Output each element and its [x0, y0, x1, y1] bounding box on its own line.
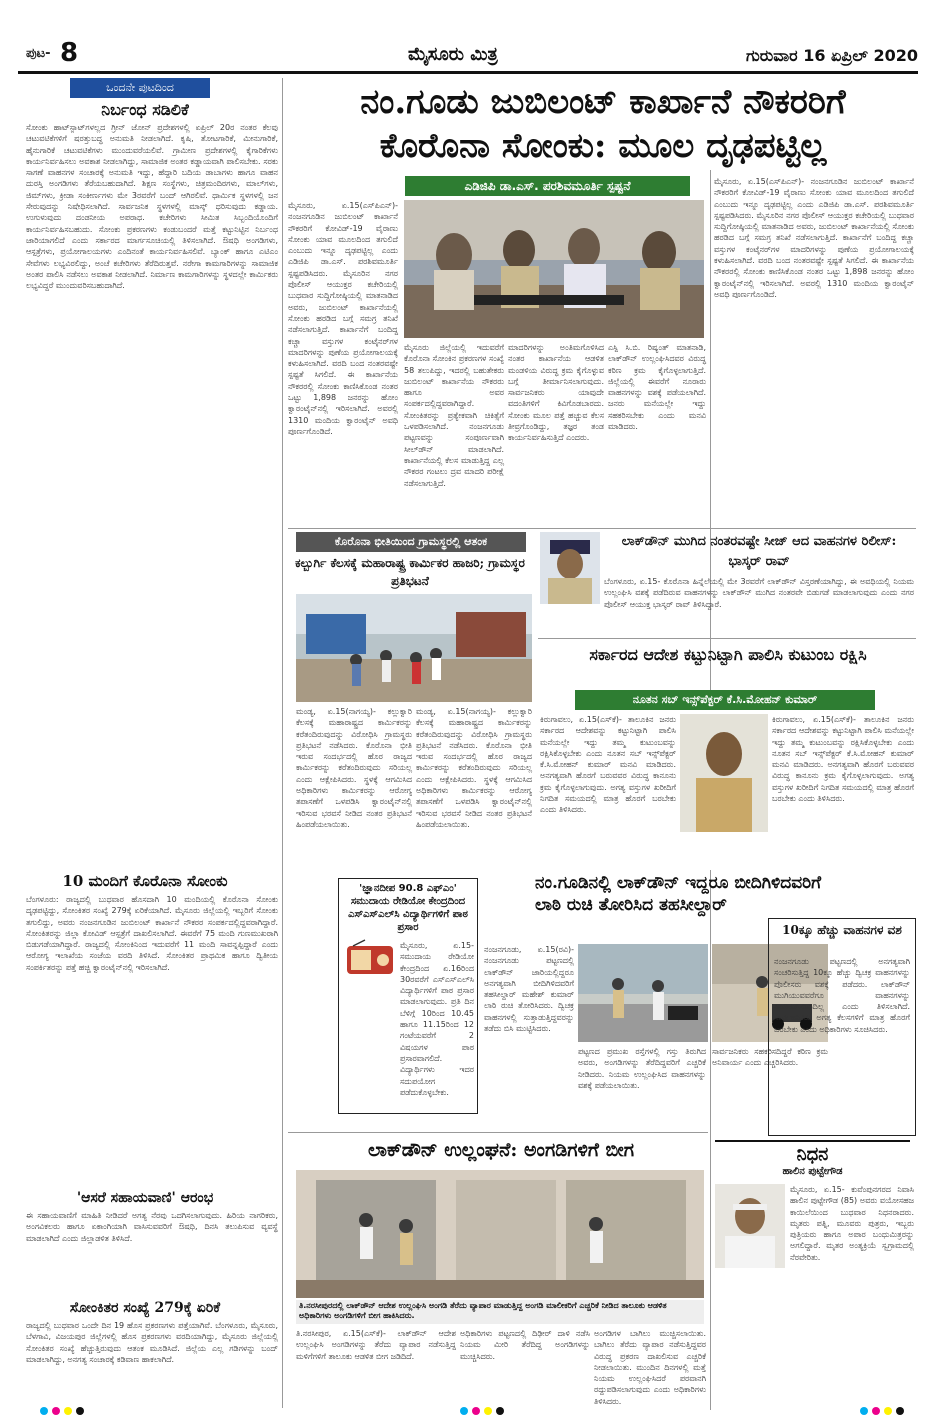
story-body: ಮೈಸೂರು, ಏ.15(ಎಸ್‌ಪಿಎನ್)- ನಂಜನಗೂಡಿನ ಜುಬಿಲಂಟ್ ಕಾರ್ಖಾನೆ ನೌಕರರಿಗೆ ಕೋವಿಡ್-19 ವೈರಾಣು ಸೋಂಕು ಯಾವ ಮೂಲದಿಂದ ತಗುಲಿದೆ ಎಂಬುದು ಇನ್ನೂ ದೃಢಪಟ್ಟಿಲ್ಲ ಎಂದು ಎಡಿಜಿಪಿ ಡಾ.ಎಸ್. ಪರಶಿವಮೂರ್ತಿ ಸ್ಪಷ್ಟಪಡಿಸಿದರು. ಮೈಸೂರಿನ ನಗರ ಪೊಲೀಸ್ ಆಯುಕ್ತರ ಕಚೇರಿಯಲ್ಲಿ ಬುಧವಾರ ಸುದ್ದಿಗೋಷ್ಠಿಯಲ್ಲಿ ಮಾತನಾಡಿದ ಅವರು, ಜುಬಿಲಂಟ್ ಕಾರ್ಖಾನೆಯಲ್ಲಿ ಸೋಂಕು ಹರಡಿದ ಬಗ್ಗೆ ಸಮಗ್ರ ತನಿಖೆ ನಡೆಸಲಾಗುತ್ತಿದೆ. ಕಾರ್ಖಾನೆಗೆ ಬಂದಿದ್ದ ಕಚ್ಚಾ ವಸ್ತುಗಳ ಕಂಟೈನರ್‌ಗಳ ಮಾದರಿಗಳನ್ನು ಪುಣೆಯ ಪ್ರಯೋಗಾಲಯಕ್ಕೆ ಕಳುಹಿಸಲಾಗಿದೆ. ವರದಿ ಬಂದ ನಂತರವಷ್ಟೇ ಸ್ಪಷ್ಟತೆ ಸಿಗಲಿದೆ. ಈ ಕಾರ್ಖಾನೆಯ ನೌಕರರಲ್ಲಿ ಸೋಂಕು ಕಾಣಿಸಿಕೊಂಡ ನಂತರ ಒಟ್ಟು 1,898 ಜನರನ್ನು ಹೋಂ ಕ್ವಾರಂಟೈನ್‌ನಲ್ಲಿ ಇರಿಸಲಾಗಿದೆ. ಅವರಲ್ಲಿ 1310 ಮಂದಿಯ ಕ್ವಾರಂಟೈನ್ ಅವಧಿ ಪೂರ್ಣಗೊಂಡಿದೆ. [714, 177, 914, 299]
story-tag: ನೂತನ ಸಬ್ ಇನ್ಸ್‌ಪೆಕ್ಟರ್ ಕೆ.ಸಿ.ಮೋಹನ್ ಕುಮಾರ್ [575, 690, 875, 710]
obituary-heading: ನಿಧನ [715, 1140, 910, 1165]
story-headline: ಸೋಂಕಿತರ ಸಂಖ್ಯೆ 279ಕ್ಕೆ ಏರಿಕೆ [69, 1300, 221, 1316]
column-divider [282, 78, 283, 1408]
story-body: ಬೆಂಗಳೂರು: ರಾಜ್ಯದಲ್ಲಿ ಬುಧವಾರ ಹೊಸದಾಗಿ 10 ಮಂದಿಯಲ್ಲಿ ಕೊರೊನಾ ಸೋಂಕು ದೃಢಪಟ್ಟಿದ್ದು, ಸೋಂಕಿತರ ಸಂಖ್ಯೆ 279ಕ್ಕೆ ಏರಿಕೆಯಾಗಿದೆ. ಮೈಸೂರು ಜಿಲ್ಲೆಯಲ್ಲಿ ಇಬ್ಬರಿಗೆ ಸೋಂಕು ತಗುಲಿದ್ದು, ಅವರು ನಂಜನಗೂಡಿನ ಜುಬಿಲಂಟ್ ಕಾರ್ಖಾನೆ ನೌಕರರ ಸಂಪರ್ಕದಲ್ಲಿದ್ದವರಾಗಿದ್ದಾರೆ. ಸೋಂಕಿತರನ್ನು ಜಿಲ್ಲಾ ಕೋವಿಡ್ ಆಸ್ಪತ್ರೆಗೆ ದಾಖಲಿಸಲಾಗಿದೆ. ಈವರೆಗೆ 75 ಮಂದಿ ಗುಣಮುಖರಾಗಿ ಬಿಡುಗಡೆಯಾಗಿದ್ದಾರೆ. ರಾಜ್ಯದಲ್ಲಿ ಸೋಂಕಿನಿಂದ ಇದುವರೆಗೆ 11 ಮಂದಿ ಸಾವನ್ನಪ್ಪಿದ್ದಾರೆ ಎಂದು ಆರೋಗ್ಯ ಇಲಾಖೆಯ ಸಂಜೆಯ ವರದಿ ತಿಳಿಸಿದೆ. ಸೋಂಕಿತರ ಪ್ರಾಥಮಿಕ ಹಾಗೂ ದ್ವಿತೀಯ ಸಂಪರ್ಕಿತರನ್ನು ಪತ್ತೆ ಹಚ್ಚಿ ಕ್ವಾರಂಟೈನ್‌ನಲ್ಲಿ ಇರಿಸಲಾಗಿದೆ. [26, 895, 278, 972]
page-number: 8 [60, 38, 79, 68]
obituary-body: ಮೈಸೂರು, ಏ.15- ಕುವೆಂಪುನಗರದ ನಿವಾಸಿ ಹಾಲಿನ ಪುಟ್ಟೇಗೌಡ (85) ಅವರು ವಯೋಸಹಜ ಕಾಯಿಲೆಯಿಂದ ಬುಧವಾರ ನಿಧನರಾದರು. ಮೃತರು ಪತ್ನಿ, ಮೂವರು ಪುತ್ರರು, ಇಬ್ಬರು ಪುತ್ರಿಯರು ಹಾಗೂ ಅಪಾರ ಬಂಧುಮಿತ್ರರನ್ನು ಅಗಲಿದ್ದಾರೆ. ಮೃತರ ಅಂತ್ಯಕ್ರಿಯೆ ಸ್ವಗ್ರಾಮದಲ್ಲಿ ನೆರವೇರಿತು. [790, 1185, 914, 1262]
protest-photo [296, 594, 532, 702]
story-body: ಮೈಸೂರು, ಏ.15(ಎಸ್‌ಪಿಎನ್)- ನಂಜನಗೂಡಿನ ಜುಬಿಲಂಟ್ ಕಾರ್ಖಾನೆ ನೌಕರರಿಗೆ ಕೋವಿಡ್-19 ವೈರಾಣು ಸೋಂಕು ಯಾವ ಮೂಲದಿಂದ ತಗುಲಿದೆ ಎಂಬುದು ಇನ್ನೂ ದೃಢಪಟ್ಟಿಲ್ಲ ಎಂದು ಎಡಿಜಿಪಿ ಡಾ.ಎಸ್. ಪರಶಿವಮೂರ್ತಿ ಸ್ಪಷ್ಟಪಡಿಸಿದರು. ಮೈಸೂರಿನ ನಗರ ಪೊಲೀಸ್ ಆಯುಕ್ತರ ಕಚೇರಿಯಲ್ಲಿ ಬುಧವಾರ ಸುದ್ದಿಗೋಷ್ಠಿಯಲ್ಲಿ ಮಾತನಾಡಿದ ಅವರು, ಜುಬಿಲಂಟ್ ಕಾರ್ಖಾನೆಯಲ್ಲಿ ಸೋಂಕು ಹರಡಿದ ಬಗ್ಗೆ ಸಮಗ್ರ ತನಿಖೆ ನಡೆಸಲಾಗುತ್ತಿದೆ. ಕಾರ್ಖಾನೆಗೆ ಬಂದಿದ್ದ ಕಚ್ಚಾ ವಸ್ತುಗಳ ಕಂಟೈನರ್‌ಗಳ ಮಾದರಿಗಳನ್ನು ಪುಣೆಯ ಪ್ರಯೋಗಾಲಯಕ್ಕೆ ಕಳುಹಿಸಲಾಗಿದೆ. ವರದಿ ಬಂದ ನಂತರವಷ್ಟೇ ಸ್ಪಷ್ಟತೆ ಸಿಗಲಿದೆ. ಈ ಕಾರ್ಖಾನೆಯ ನೌಕರರಲ್ಲಿ ಸೋಂಕು ಕಾಣಿಸಿಕೊಂಡ ನಂತರ ಒಟ್ಟು 1,898 ಜನರನ್ನು ಹೋಂ ಕ್ವಾರಂಟೈನ್‌ನಲ್ಲಿ ಇರಿಸಲಾಗಿದೆ. ಅವರಲ್ಲಿ 1310 ಮಂದಿಯ ಕ್ವಾರಂಟೈನ್ ಅವಧಿ ಪೂರ್ಣಗೊಂಡಿದೆ. [288, 201, 398, 436]
story-body: ಅಧಿಕಾರಿಗಳು ಪಟ್ಟಣದಲ್ಲಿ ದಿಢೀರ್ ದಾಳಿ ನಡೆಸಿ ನಿಯಮ ಮೀರಿ ತೆರೆದಿದ್ದ ಅಂಗಡಿಗಳನ್ನು ಮುಚ್ಚಿಸಿದರು. [460, 1329, 590, 1361]
story-body: ಮಂಡ್ಯ, ಏ.15(ನಾಗಯ್ಯ)- ಕಲ್ಲುಕ್ವಾರಿ ಕೆಲಸಕ್ಕೆ ಮಹಾರಾಷ್ಟ್ರದ ಕಾರ್ಮಿಕರನ್ನು ಕರೆತಂದಿರುವುದನ್ನು ವಿರೋಧಿಸಿ ಗ್ರಾಮಸ್ಥರು ಪ್ರತಿಭಟನೆ ನಡೆಸಿದರು. ಕೊರೊನಾ ಭೀತಿ ಇರುವ ಸಂದರ್ಭದಲ್ಲಿ ಹೊರ ರಾಜ್ಯದ ಕಾರ್ಮಿಕರನ್ನು ಕರೆತಂದಿರುವುದು ಸರಿಯಲ್ಲ ಎಂದು ಆಕ್ಷೇಪಿಸಿದರು. ಸ್ಥಳಕ್ಕೆ ಆಗಮಿಸಿದ ಅಧಿಕಾರಿಗಳು ಕಾರ್ಮಿಕರನ್ನು ಆರೋಗ್ಯ ತಪಾಸಣೆಗೆ ಒಳಪಡಿಸಿ ಕ್ವಾರಂಟೈನ್‌ನಲ್ಲಿ ಇರಿಸುವ ಭರವಸೆ ನೀಡಿದ ನಂತರ ಪ್ರತಿಭಟನೆ ಹಿಂಪಡೆಯಲಾಯಿತು. [416, 707, 532, 829]
story-body: ನಂಜನಗೂಡು, ಏ.15(ರವಿ)- ನಂಜನಗೂಡು ಪಟ್ಟಣದಲ್ಲಿ ಲಾಕ್‌ಡೌನ್ ಜಾರಿಯಲ್ಲಿದ್ದರೂ ಅನಗತ್ಯವಾಗಿ ಬೀದಿಗಿಳಿದವರಿಗೆ ತಹಸೀಲ್ದಾರ್ ಮಹೇಶ್ ಕುಮಾರ್ ಲಾಠಿ ರುಚಿ ತೋರಿಸಿದರು. ದ್ವಿಚಕ್ರ ವಾಹನಗಳಲ್ಲಿ ಸುತ್ತಾಡುತ್ತಿದ್ದವರನ್ನು ತಡೆದು ಬಿಸಿ ಮುಟ್ಟಿಸಿದರು. [484, 945, 574, 1034]
story-body: ಪಟ್ಟಣದ ಪ್ರಮುಖ ರಸ್ತೆಗಳಲ್ಲಿ ಗಸ್ತು ತಿರುಗಿದ ಅವರು, ಅಂಗಡಿಗಳನ್ನು ತೆರೆದಿದ್ದವರಿಗೆ ಎಚ್ಚರಿಕೆ ನೀಡಿದರು. ನಿಯಮ ಉಲ್ಲಂಘಿಸಿದ ವಾಹನಗಳನ್ನು ವಶಕ್ಕೆ ಪಡೆಯಲಾಯಿತು. [578, 1047, 706, 1090]
headline-subtitle: ಎಡಿಜಿಪಿ ಡಾ.ಎಸ್. ಪರಶಿವಮೂರ್ತಿ ಸ್ಪಷ್ಟನೆ [405, 176, 690, 196]
shop-closure-photo [296, 1170, 704, 1298]
story-body: ತಿ.ನರಸೀಪುರ, ಏ.15(ಎಸ್‌ಕೆ)- ಲಾಕ್‌ಡೌನ್ ಆದೇಶ ಉಲ್ಲಂಘಿಸಿ ಅಂಗಡಿಗಳನ್ನು ತೆರೆದು ವ್ಯಾಪಾರ ನಡೆಸುತ್ತಿದ್ದ ಮಳಿಗೆಗಳಿಗೆ ತಾಲೂಕು ಆಡಳಿತ ಬೀಗ ಜಡಿದಿದೆ. [296, 1329, 456, 1361]
story-body: ಮಾದರಿಗಳನ್ನು ಅಂತಿಮಗೊಳಿಸಿದ ನಂತರ ಕಾರ್ಖಾನೆಯ ಆಡಳಿತ ಮಂಡಳಿಯ ವಿರುದ್ಧ ಕ್ರಮ ಕೈಗೊಳ್ಳುವ ಬಗ್ಗೆ ತೀರ್ಮಾನಿಸಲಾಗುವುದು. ಸಾರ್ವಜನಿಕರು ಯಾವುದೇ ವದಂತಿಗಳಿಗೆ ಕಿವಿಗೊಡಬಾರದು. ಸೋಂಕು ಮೂಲ ಪತ್ತೆ ಹಚ್ಚುವ ಕೆಲಸ ತೀವ್ರಗೊಂಡಿದ್ದು, ತಜ್ಞರ ತಂಡ ಕಾರ್ಯನಿರ್ವಹಿಸುತ್ತಿದೆ ಎಂದರು. [508, 343, 604, 443]
paper-name: ಮೈಸೂರು ಮಿತ್ರ [408, 44, 498, 65]
page-number-label [26, 38, 79, 68]
column-divider [710, 870, 711, 1410]
main-headline-line: ನಂ.ಗೂಡಿನಲ್ಲಿ ಲಾಕ್‌ಡೌನ್ ಇದ್ದರೂ ಬೀದಿಗಿಳಿದವರಿಗೆ [535, 873, 822, 893]
obituary-photo [715, 1184, 785, 1268]
section-divider [288, 1132, 708, 1133]
main-headline-line2: ಕೊರೊನಾ ಸೋಂಕು: ಮೂಲ ದೃಢಪಟ್ಟಿಲ್ಲ [379, 126, 827, 166]
story-headline: 10 ಮಂದಿಗೆ ಕೊರೊನಾ ಸೋಂಕು [62, 872, 228, 890]
issue-date: ಗುರುವಾರ 16 ಏಪ್ರಿಲ್ 2020 [745, 46, 918, 65]
story-body: ಮೈಸೂರು, ಏ.15- ಸಮುದಾಯ ರೇಡಿಯೋ ಕೇಂದ್ರದಿಂದ ಏ.16ರಿಂದ 30ರವರೆಗೆ ಎಸ್‌ಎಸ್‌ಎಲ್‌ಸಿ ವಿದ್ಯಾರ್ಥಿಗಳಿಗೆ ಪಾಠ ಪ್ರಸಾರ ಮಾಡಲಾಗುವುದು. ಪ್ರತಿ ದಿನ ಬೆಳಿಗ್ಗೆ 10ರಿಂದ 10.45 ಹಾಗೂ 11.15ರಿಂದ 12 ಗಂಟೆಯವರೆಗೆ 2 ವಿಷಯಗಳ ಪಾಠ ಪ್ರಸಾರವಾಗಲಿದೆ. ವಿದ್ಯಾರ್ಥಿಗಳು ಇದರ ಸದುಪಯೋಗ ಪಡೆದುಕೊಳ್ಳಬೇಕು. [400, 941, 474, 1097]
story-headline: ಕಲ್ಬುರ್ಗಿ ಕೆಲಸಕ್ಕೆ ಮಹಾರಾಷ್ಟ್ರ ಕಾರ್ಮಿಕರ ಹಾಜರಿ; ಗ್ರಾಮಸ್ಥರ ಪ್ರತಿಭಟನೆ [295, 556, 525, 588]
story-body: ನಂಜನಗೂಡು ಪಟ್ಟಣದಲ್ಲಿ ಅನಗತ್ಯವಾಗಿ ಸಂಚರಿಸುತ್ತಿದ್ದ 10ಕ್ಕೂ ಹೆಚ್ಚು ದ್ವಿಚಕ್ರ ವಾಹನಗಳನ್ನು ಪೊಲೀಸರು ವಶಕ್ಕೆ ಪಡೆದರು. ಲಾಕ್‌ಡೌನ್ ಮುಗಿಯುವವರೆಗೂ ವಾಹನಗಳನ್ನು ಹಿಂದಿರುಗಿಸುವುದಿಲ್ಲ ಎಂದು ತಿಳಿಸಲಾಗಿದೆ. ಸಾರ್ವಜನಿಕರು ಅಗತ್ಯ ಕೆಲಸಗಳಿಗೆ ಮಾತ್ರ ಹೊರಗೆ ಬರಬೇಕು ಎಂದು ಅಧಿಕಾರಿಗಳು ಸೂಚಿಸಿದರು. [774, 957, 910, 1034]
main-headline-line: ಲಾಠಿ ರುಚಿ ತೋರಿಸಿದ ತಹಸೀಲ್ದಾರ್ [535, 895, 727, 915]
page-label: ಪುಟ- [26, 46, 51, 61]
story-body: ಅಂಗಡಿಗಳ ಬಾಗಿಲು ಮುಚ್ಚಿಸಲಾಯಿತು. ಬಾಗಿಲು ತೆರೆದು ವ್ಯಾಪಾರ ನಡೆಸುತ್ತಿದ್ದವರ ವಿರುದ್ಧ ಪ್ರಕರಣ ದಾಖಲಿಸುವ ಎಚ್ಚರಿಕೆ ನೀಡಲಾಯಿತು. ಮುಂದಿನ ದಿನಗಳಲ್ಲಿ ಮತ್ತೆ ನಿಯಮ ಉಲ್ಲಂಘಿಸಿದರೆ ಪರವಾನಗಿ ರದ್ದುಪಡಿಸಲಾಗುವುದು ಎಂದು ಅಧಿಕಾರಿಗಳು ತಿಳಿಸಿದರು. [594, 1329, 706, 1406]
story-headline: 'ಆಸರೆ ಸಹಾಯವಾಣಿ' ಆರಂಭ [76, 1190, 214, 1206]
main-headline-line1: ನಂ.ಗೂಡು ಜುಬಿಲಂಟ್ ಕಾರ್ಖಾನೆ ನೌಕರರಿಗೆ [360, 82, 846, 122]
radio-icon [345, 940, 395, 976]
story-body: ಈ ಸಹಾಯವಾಣಿಗೆ ಮಾಹಿತಿ ನೀಡಿದರೆ ಅಗತ್ಯ ನೆರವು ಒದಗಿಸಲಾಗುವುದು. ಹಿರಿಯ ನಾಗರಿಕರು, ಅಂಗವಿಕಲರು ಹಾಗೂ ಏಕಾಂಗಿಯಾಗಿ ವಾಸಿಸುವವರಿಗೆ ಔಷಧಿ, ದಿನಸಿ ತಲುಪಿಸುವ ವ್ಯವಸ್ಥೆ ಮಾಡಲಾಗಿದೆ ಎಂದು ಜಿಲ್ಲಾಡಳಿತ ತಿಳಿಸಿದೆ. [26, 1211, 278, 1243]
story-body: ಮೈಸೂರು ಜಿಲ್ಲೆಯಲ್ಲಿ ಇದುವರೆಗೆ ಕೊರೊನಾ ಸೋಂಕಿನ ಪ್ರಕರಣಗಳ ಸಂಖ್ಯೆ 58 ತಲುಪಿದ್ದು, ಇದರಲ್ಲಿ ಬಹುತೇಕರು ಜುಬಿಲಂಟ್ ಕಾರ್ಖಾನೆಯ ನೌಕರರು ಹಾಗೂ ಅವರ ಸಂಪರ್ಕದಲ್ಲಿದ್ದವರಾಗಿದ್ದಾರೆ. ಸೋಂಕಿತರನ್ನು ಪ್ರತ್ಯೇಕವಾಗಿ ಚಿಕಿತ್ಸೆಗೆ ಒಳಪಡಿಸಲಾಗಿದೆ. ನಂಜನಗೂಡು ಪಟ್ಟಣವನ್ನು ಸಂಪೂರ್ಣವಾಗಿ ಸೀಲ್‌ಡೌನ್ ಮಾಡಲಾಗಿದೆ. ಕಾರ್ಖಾನೆಯಲ್ಲಿ ಕೆಲಸ ಮಾಡುತ್ತಿದ್ದ ಎಲ್ಲ ನೌಕರರ ಗಂಟಲು ದ್ರವ ಮಾದರಿ ಪರೀಕ್ಷೆ ನಡೆಸಲಾಗುತ್ತಿದೆ. [404, 343, 504, 488]
story-body: ಬೆಂಗಳೂರು, ಏ.15- ಕೊರೊನಾ ಹಿನ್ನೆಲೆಯಲ್ಲಿ ಮೇ 3ರವರೆಗೆ ಲಾಕ್‌ಡೌನ್ ವಿಸ್ತರಣೆಯಾಗಿದ್ದು, ಈ ಅವಧಿಯಲ್ಲಿ ನಿಯಮ ಉಲ್ಲಂಘಿಸಿ ವಶಕ್ಕೆ ಪಡೆದಿರುವ ವಾಹನಗಳನ್ನು ಲಾಕ್‌ಡೌನ್ ಮುಗಿದ ನಂತರವೇ ಬಿಡುಗಡೆ ಮಾಡಲಾಗುವುದು ಎಂದು ನಗರ ಪೊಲೀಸ್ ಆಯುಕ್ತ ಭಾಸ್ಕರ್ ರಾವ್ ತಿಳಿಸಿದ್ದಾರೆ. [604, 577, 914, 609]
story-headline: ಲಾಕ್‌ಡೌನ್ ಮುಗಿದ ನಂತರವಷ್ಟೇ ಸೀಜ್ ಆದ ವಾಹನಗಳ ರಿಲೀಸ್: ಭಾಸ್ಕರ್ ರಾವ್ [621, 534, 897, 569]
section-divider [288, 528, 916, 529]
story-tag: ಕೊರೊನಾ ಭೀತಿಯಿಂದ ಗ್ರಾಮಸ್ಥರಲ್ಲಿ ಆತಂಕ [296, 532, 526, 552]
registration-marks [40, 1400, 88, 1408]
photo-caption: ತಿ.ನರಸೀಪುರದಲ್ಲಿ ಲಾಕ್‌ಡೌನ್ ಆದೇಶ ಉಲ್ಲಂಘಿಸಿ ಅಂಗಡಿ ತೆರೆದು ವ್ಯಾಪಾರ ಮಾಡುತ್ತಿದ್ದ ಅಂಗಡಿ ಮಾಲೀಕರಿಗೆ ಎಚ್ಚರಿಕೆ ನೀಡಿದ ತಾಲೂಕು ಆಡಳಿತ ಅಧಿಕಾರಿಗಳು ಅಂಗಡಿಗಳಿಗೆ ಬೀಗ ಹಾಕಿಸಿದರು. [296, 1300, 704, 1324]
sub-inspector-photo [680, 714, 768, 832]
registration-marks [460, 1400, 508, 1408]
section-divider [538, 638, 916, 639]
story-body: ಎಸ್ಪಿ ಸಿ.ಬಿ. ರಿಷ್ಯಂತ್ ಮಾತನಾಡಿ, ಲಾಕ್‌ಡೌನ್ ಉಲ್ಲಂಘಿಸಿದವರ ವಿರುದ್ಧ ಕಠಿಣ ಕ್ರಮ ಕೈಗೊಳ್ಳಲಾಗುತ್ತಿದೆ. ಜಿಲ್ಲೆಯಲ್ಲಿ ಈವರೆಗೆ ನೂರಾರು ವಾಹನಗಳನ್ನು ವಶಕ್ಕೆ ಪಡೆಯಲಾಗಿದೆ. ಜನರು ಮನೆಯಲ್ಲೇ ಇದ್ದು ಸಹಕರಿಸಬೇಕು ಎಂದು ಮನವಿ ಮಾಡಿದರು. [608, 343, 706, 432]
commissioner-photo [540, 532, 600, 604]
story-body: ಸೋಂಕು ಹಾಟ್‌ಸ್ಪಾಟ್‌ಗಳಲ್ಲದ ಗ್ರೀನ್ ಜೋನ್ ಪ್ರದೇಶಗಳಲ್ಲಿ ಏಪ್ರಿಲ್ 20ರ ನಂತರ ಕೆಲವು ಚಟುವಟಿಕೆಗಳಿಗೆ ಷರತ್ತುಬದ್ಧ ಅನುಮತಿ ನೀಡಲಾಗಿದೆ. ಕೃಷಿ, ತೋಟಗಾರಿಕೆ, ಮೀನುಗಾರಿಕೆ, ಹೈನುಗಾರಿಕೆ ಚಟುವಟಿಕೆಗಳು ಮುಂದುವರೆಯಲಿವೆ. ಗ್ರಾಮೀಣ ಪ್ರದೇಶಗಳಲ್ಲಿ ಕೈಗಾರಿಕೆಗಳು ಕಾರ್ಯನಿರ್ವಹಿಸಲು ಅವಕಾಶ ನೀಡಲಾಗಿದ್ದು, ಸಾಮಾಜಿಕ ಅಂತರ ಕಡ್ಡಾಯವಾಗಿ ಪಾಲಿಸಬೇಕು. ಸರಕು ಸಾಗಣೆ ವಾಹನಗಳ ಸಂಚಾರಕ್ಕೆ ಅನುಮತಿ ಇದ್ದು, ಹೆದ್ದಾರಿ ಬದಿಯ ಡಾಬಾಗಳು ಹಾಗೂ ವಾಹನ ದುರಸ್ತಿ ಅಂಗಡಿಗಳು ತೆರೆಯಬಹುದಾಗಿದೆ. ಶಿಕ್ಷಣ ಸಂಸ್ಥೆಗಳು, ಚಿತ್ರಮಂದಿರಗಳು, ಮಾಲ್‌ಗಳು, ಜಿಮ್‌ಗಳು, ಕ್ರೀಡಾ ಸಂಕೀರ್ಣಗಳು ಮೇ 3ರವರೆಗೆ ಬಂದ್ ಆಗಿರಲಿವೆ. ಧಾರ್ಮಿಕ ಸ್ಥಳಗಳಲ್ಲಿ ಜನ ಸೇರುವುದನ್ನು ನಿಷೇಧಿಸಲಾಗಿದೆ. ಸಾರ್ವಜನಿಕ ಸ್ಥಳಗಳಲ್ಲಿ ಮಾಸ್ಕ್ ಧರಿಸುವುದು ಕಡ್ಡಾಯ. ಉಗುಳುವುದು ದಂಡನೀಯ ಅಪರಾಧ. ಕಚೇರಿಗಳು ಸೀಮಿತ ಸಿಬ್ಬಂದಿಯೊಂದಿಗೆ ಕಾರ್ಯನಿರ್ವಹಿಸಬಹುದು. ಸೋಂಕು ಪ್ರಕರಣಗಳು ಕಂಡುಬಂದರೆ ಮತ್ತೆ ಕಟ್ಟುನಿಟ್ಟಿನ ನಿರ್ಬಂಧ ಜಾರಿಯಾಗಲಿದೆ ಎಂದು ಸರ್ಕಾರದ ಮಾರ್ಗಸೂಚಿಯಲ್ಲಿ ತಿಳಿಸಲಾಗಿದೆ. ಔಷಧಿ ಅಂಗಡಿಗಳು, ಆಸ್ಪತ್ರೆಗಳು, ಪ್ರಯೋಗಾಲಯಗಳು ಎಂದಿನಂತೆ ಕಾರ್ಯನಿರ್ವಹಿಸಲಿವೆ. ಬ್ಯಾಂಕ್ ಹಾಗೂ ಎಟಿಎಂ ಸೇವೆಗಳು ಲಭ್ಯವಿರಲಿದ್ದು, ಅಂಚೆ ಕಚೇರಿಗಳು ತೆರೆದಿರುತ್ತವೆ. ನರೇಗಾ ಕಾಮಗಾರಿಗಳನ್ನು ಸಾಮಾಜಿಕ ಅಂತರ ಪಾಲಿಸಿ ನಡೆಸಲು ಅವಕಾಶ ನೀಡಲಾಗಿದೆ. ನಿರ್ಮಾಣ ಕಾಮಗಾರಿಗಳನ್ನು ಸ್ಥಳದಲ್ಲೇ ಕಾರ್ಮಿಕರು ಲಭ್ಯವಿದ್ದರೆ ಮುಂದುವರಿಸಬಹುದಾಗಿದೆ. [26, 123, 278, 291]
continued-tag: ಒಂದನೇ ಪುಟದಿಂದ [70, 78, 210, 98]
story-headline: ನಿರ್ಬಂಧ ಸಡಿಲಿಕೆ [101, 100, 189, 119]
story-headline: ಲಾಕ್‌ಡೌನ್ ಉಲ್ಲಂಘನೆ: ಅಂಗಡಿಗಳಿಗೆ ಬೀಗ [367, 1139, 635, 1161]
obituary-name: ಹಾಲಿನ ಪುಟ್ಟೇಗೌಡ [782, 1166, 843, 1177]
story-body: ಮಂಡ್ಯ, ಏ.15(ನಾಗಯ್ಯ)- ಕಲ್ಲುಕ್ವಾರಿ ಕೆಲಸಕ್ಕೆ ಮಹಾರಾಷ್ಟ್ರದ ಕಾರ್ಮಿಕರನ್ನು ಕರೆತಂದಿರುವುದನ್ನು ವಿರೋಧಿಸಿ ಗ್ರಾಮಸ್ಥರು ಪ್ರತಿಭಟನೆ ನಡೆಸಿದರು. ಕೊರೊನಾ ಭೀತಿ ಇರುವ ಸಂದರ್ಭದಲ್ಲಿ ಹೊರ ರಾಜ್ಯದ ಕಾರ್ಮಿಕರನ್ನು ಕರೆತಂದಿರುವುದು ಸರಿಯಲ್ಲ ಎಂದು ಆಕ್ಷೇಪಿಸಿದರು. ಸ್ಥಳಕ್ಕೆ ಆಗಮಿಸಿದ ಅಧಿಕಾರಿಗಳು ಕಾರ್ಮಿಕರನ್ನು ಆರೋಗ್ಯ ತಪಾಸಣೆಗೆ ಒಳಪಡಿಸಿ ಕ್ವಾರಂಟೈನ್‌ನಲ್ಲಿ ಇರಿಸುವ ಭರವಸೆ ನೀಡಿದ ನಂತರ ಪ್ರತಿಭಟನೆ ಹಿಂಪಡೆಯಲಾಯಿತು. [296, 707, 412, 829]
registration-marks [860, 1400, 908, 1408]
story-body: ಕಿರುಗಾವಲು, ಏ.15(ಎಸ್‌ಕೆ)- ತಾಲೂಕಿನ ಜನರು ಸರ್ಕಾರದ ಆದೇಶವನ್ನು ಕಟ್ಟುನಿಟ್ಟಾಗಿ ಪಾಲಿಸಿ ಮನೆಯಲ್ಲೇ ಇದ್ದು ತಮ್ಮ ಕುಟುಂಬವನ್ನು ರಕ್ಷಿಸಿಕೊಳ್ಳಬೇಕು ಎಂದು ನೂತನ ಸಬ್ ಇನ್ಸ್‌ಪೆಕ್ಟರ್ ಕೆ.ಸಿ.ಮೋಹನ್ ಕುಮಾರ್ ಮನವಿ ಮಾಡಿದರು. ಅನಗತ್ಯವಾಗಿ ಹೊರಗೆ ಬರುವವರ ವಿರುದ್ಧ ಕಾನೂನು ಕ್ರಮ ಕೈಗೊಳ್ಳಲಾಗುವುದು. ಅಗತ್ಯ ವಸ್ತುಗಳ ಖರೀದಿಗೆ ನಿಗದಿತ ಸಮಯದಲ್ಲಿ ಮಾತ್ರ ಹೊರಗೆ ಬರಬೇಕು ಎಂದು ತಿಳಿಸಿದರು. [772, 715, 914, 804]
story-headline: ಸರ್ಕಾರದ ಆದೇಶ ಕಟ್ಟುನಿಟ್ಟಾಗಿ ಪಾಲಿಸಿ ಕುಟುಂಬ ರಕ್ಷಿಸಿ [589, 645, 867, 664]
vehicles-box-title: 10ಕ್ಕೂ ಹೆಚ್ಚು ವಾಹನಗಳ ವಶ [782, 923, 902, 937]
main-headline [288, 80, 918, 172]
press-meet-photo [404, 200, 704, 338]
story-body: ಸಾರ್ವಜನಿಕರು ಸಹಕರಿಸದಿದ್ದರೆ ಕಠಿಣ ಕ್ರಮ ಅನಿವಾರ್ಯ ಎಂದು ಎಚ್ಚರಿಸಿದರು. [712, 1047, 828, 1068]
tahsildar-photo [578, 944, 708, 1042]
masthead [18, 40, 918, 74]
story-body: ಕಿರುಗಾವಲು, ಏ.15(ಎಸ್‌ಕೆ)- ತಾಲೂಕಿನ ಜನರು ಸರ್ಕಾರದ ಆದೇಶವನ್ನು ಕಟ್ಟುನಿಟ್ಟಾಗಿ ಪಾಲಿಸಿ ಮನೆಯಲ್ಲೇ ಇದ್ದು ತಮ್ಮ ಕುಟುಂಬವನ್ನು ರಕ್ಷಿಸಿಕೊಳ್ಳಬೇಕು ಎಂದು ನೂತನ ಸಬ್ ಇನ್ಸ್‌ಪೆಕ್ಟರ್ ಕೆ.ಸಿ.ಮೋಹನ್ ಕುಮಾರ್ ಮನವಿ ಮಾಡಿದರು. ಅನಗತ್ಯವಾಗಿ ಹೊರಗೆ ಬರುವವರ ವಿರುದ್ಧ ಕಾನೂನು ಕ್ರಮ ಕೈಗೊಳ್ಳಲಾಗುವುದು. ಅಗತ್ಯ ವಸ್ತುಗಳ ಖರೀದಿಗೆ ನಿಗದಿತ ಸಮಯದಲ್ಲಿ ಮಾತ್ರ ಹೊರಗೆ ಬರಬೇಕು ಎಂದು ತಿಳಿಸಿದರು. [540, 715, 676, 815]
story-body: ರಾಜ್ಯದಲ್ಲಿ ಬುಧವಾರ ಒಂದೇ ದಿನ 19 ಹೊಸ ಪ್ರಕರಣಗಳು ಪತ್ತೆಯಾಗಿವೆ. ಬೆಂಗಳೂರು, ಮೈಸೂರು, ಬೆಳಗಾವಿ, ವಿಜಯಪುರ ಜಿಲ್ಲೆಗಳಲ್ಲಿ ಹೊಸ ಪ್ರಕರಣಗಳು ವರದಿಯಾಗಿದ್ದು, ಮೈಸೂರು ಜಿಲ್ಲೆಯಲ್ಲಿ ಸೋಂಕಿತರ ಸಂಖ್ಯೆ ಹೆಚ್ಚುತ್ತಿರುವುದು ಆತಂಕ ಮೂಡಿಸಿದೆ. ಜಿಲ್ಲೆಯ ಎಲ್ಲ ಗಡಿಗಳನ್ನು ಬಂದ್ ಮಾಡಲಾಗಿದ್ದು, ಅನಗತ್ಯ ಸಂಚಾರಕ್ಕೆ ಕಡಿವಾಣ ಹಾಕಲಾಗಿದೆ. [26, 1321, 278, 1364]
radio-notice-title: 'ಜ್ಞಾನದೀಪ 90.8 ಎಫ್‌ಎಂ' ಸಮುದಾಯ ರೇಡಿಯೋ ಕೇಂದ್ರದಿಂದ ಎಸ್‌ಎಸ್‌ಎಲ್‌ಸಿ ವಿದ್ಯಾರ್ಥಿಗಳಿಗೆ ಪಾಠ ಪ್ರಸಾರ [348, 883, 468, 933]
